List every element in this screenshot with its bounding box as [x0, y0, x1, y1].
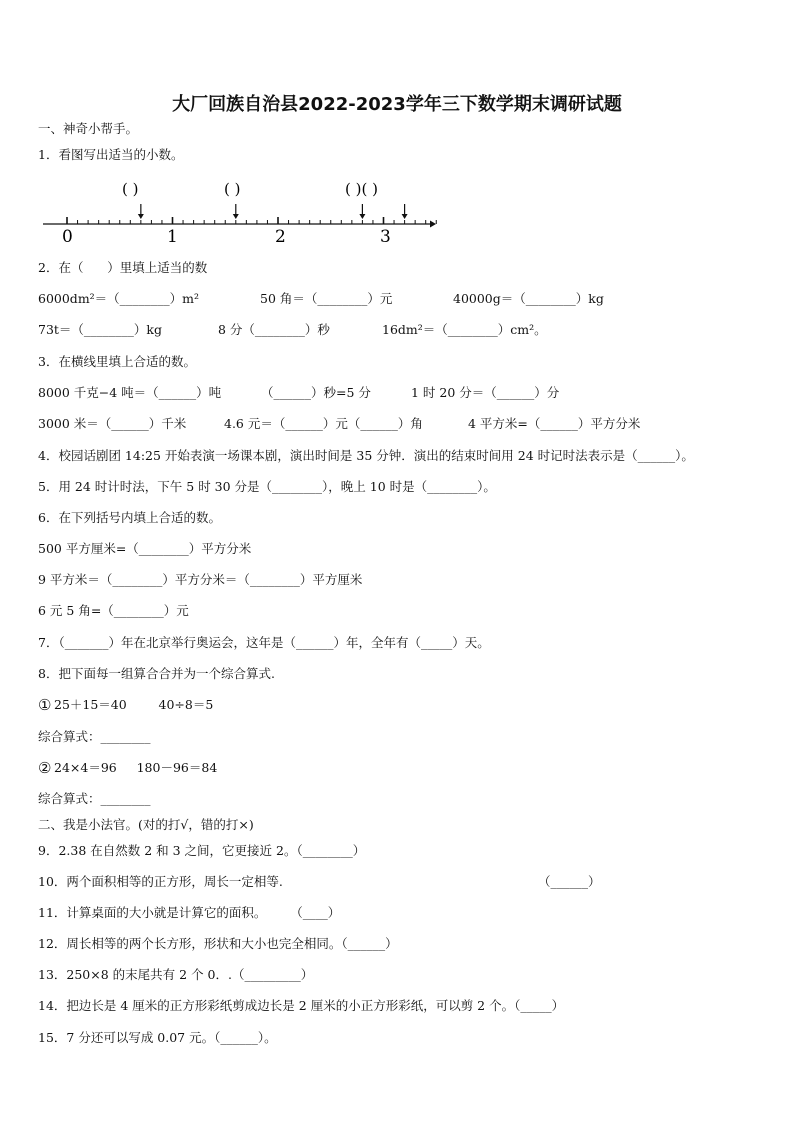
- group-1-equations: 25＋15＝40 40÷8＝5: [54, 697, 214, 712]
- question-10: 10．两个面积相等的正方形，周长一定相等.: [38, 874, 283, 889]
- q2-item-3: 40000g＝（________）kg: [453, 291, 604, 306]
- q10-answer-blank: （______）: [538, 874, 601, 889]
- group-2-equations: 24×4＝96 180－96＝84: [54, 760, 218, 775]
- q2-item-6: 16dm²＝（________）cm²。: [382, 322, 547, 337]
- blank-paren-2: ( ): [224, 180, 241, 198]
- q6-line-2: 9 平方米＝（________）平方分米＝（________）平方厘米: [38, 572, 363, 587]
- q3-item-5: 4.6 元＝（______）元（______）角: [224, 416, 423, 431]
- question-2: 2．在（ ）里填上适当的数: [38, 260, 208, 275]
- question-11: 11．计算桌面的大小就是计算它的面积。 （____）: [38, 905, 341, 920]
- question-4: 4．校园话剧团 14:25 开始表演一场课本剧，演出时间是 35 分钟．演出的结束时间用 24 时记时法表示是（______）。: [38, 448, 694, 463]
- blank-paren-1: ( ): [122, 180, 139, 198]
- combined-expression-1: 综合算式：________: [38, 729, 151, 744]
- q3-item-6: 4 平方米=（______）平方分米: [468, 416, 641, 431]
- value-arrows: [138, 204, 408, 219]
- q6-line-1: 500 平方厘米=（________）平方分米: [38, 541, 252, 556]
- q3-item-4: 3000 米＝（______）千米: [38, 416, 187, 431]
- page-title: 大厂回族自治县2022-2023学年三下数学期末调研试题: [172, 94, 622, 115]
- q2-item-4: 73t＝（________）kg: [38, 322, 163, 337]
- tick-label-2: 2: [275, 227, 286, 246]
- group-2-marker: ②: [38, 759, 52, 777]
- blank-paren-3: ( )( ): [345, 180, 378, 198]
- question-15: 15．7 分还可以写成 0.07 元。（______）。: [38, 1030, 277, 1045]
- question-7: 7．（_______）年在北京举行奥运会，这年是（______）年，全年有（_____）天。: [38, 635, 490, 650]
- question-13: 13．250×8 的末尾共有 2 个 0．.（_________）: [38, 967, 314, 982]
- axis-arrowhead: [430, 221, 436, 228]
- question-9: 9．2.38 在自然数 2 和 3 之间，它更接近 2。（________）: [38, 843, 366, 858]
- q6-line-3: 6 元 5 角=（________）元: [38, 603, 189, 618]
- q2-item-5: 8 分（________）秒: [218, 322, 330, 337]
- combined-expression-2: 综合算式：________: [38, 791, 151, 806]
- value-arrow-2: [233, 204, 239, 219]
- section-2-heading: 二、我是小法官。(对的打√，错的打×): [38, 817, 254, 832]
- question-12: 12．周长相等的两个长方形，形状和大小也完全相同。（______）: [38, 936, 398, 951]
- question-14: 14．把边长是 4 厘米的正方形彩纸剪成边长是 2 厘米的小正方形彩纸，可以剪 2 个。（_____）: [38, 998, 565, 1013]
- q3-item-3: 1 时 20 分＝（______）分: [411, 385, 560, 400]
- q3-item-2: （______）秒=5 分: [261, 385, 371, 400]
- group-1-marker: ①: [38, 696, 52, 714]
- section-1-heading: 一、神奇小帮手。: [38, 121, 139, 136]
- number-line-figure: [38, 174, 438, 246]
- tick-label-3: 3: [380, 227, 391, 246]
- q2-item-1: 6000dm²＝（________）m²: [38, 291, 200, 306]
- q3-item-1: 8000 千克−4 吨＝（______）吨: [38, 385, 222, 400]
- minor-ticks: [67, 217, 436, 224]
- question-1: 1．看图写出适当的小数。: [38, 147, 184, 162]
- value-arrow-1: [138, 204, 144, 219]
- value-arrow-3: [359, 204, 365, 219]
- tick-label-0: 0: [62, 227, 73, 246]
- tick-label-1: 1: [167, 227, 178, 246]
- question-8: 8．把下面每一组算合合并为一个综合算式.: [38, 666, 275, 681]
- question-5: 5．用 24 时计时法，下午 5 时 30 分是（________），晚上 10 时是（________）。: [38, 479, 496, 494]
- question-3: 3．在横线里填上合适的数。: [38, 354, 196, 369]
- value-arrow-4: [402, 204, 408, 219]
- q2-item-2: 50 角＝（________）元: [260, 291, 393, 306]
- question-6: 6．在下列括号内填上合适的数。: [38, 510, 221, 525]
